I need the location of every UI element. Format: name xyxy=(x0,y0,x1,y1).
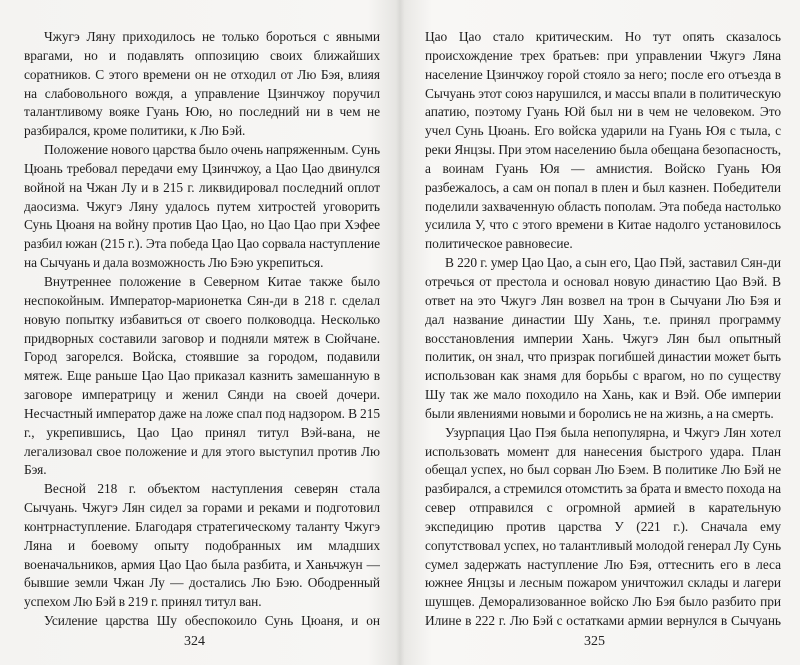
paragraph: Положение нового царства было очень напряженным. Сунь Цюань требовал передачи ему Цзинчжоу, а Цао Цао двинулся войной на Чжан Лу и в 215 г. ликвидировал последний оплот даосизма. Чжугэ Ляну удалось путем хитростей уговорить Сунь Цюаня на войну против Цао Цао, но Цао Цао при Хэфее разбил южан (215 г.). Эта победа Цао Цао сорвала наступление на Сычуань и дала возможность Лю Бэю укрепиться. xyxy=(24,142,380,271)
page-number-right: 325 xyxy=(584,634,605,649)
paragraph: Чжугэ Ляну приходилось не только бороться с явными врагами, но и подавлять оппозицию своих ближайших соратников. С этого времени он не отходил от Лю Бэя, влияя на слабовольного вождя, а управление Цзинчжоу поручил талантливому вояке Гуань Юю, но последний ни в чем не разбирался, кроме политики, к Лю Бэй. xyxy=(24,29,380,139)
paragraph: Узурпация Цао Пэя была непопулярна, и Чжугэ Лян хотел использовать момент для нанесения быстрого удара. План обещал успех, но был сорван Лю Бэем. В политике Лю Бэй не разбирался, а стремился отомстить за брата и вместо похода на север отправился с огромной армией в карательную экспедицию против царства У (221 г.). Сначала ему сопутствовал успех, но талантливый молодой генерал Лу Сунь сумел задержать наступление Лю Бэя, оттеснить его в леса южнее Янцзы и лесным пожаром уничтожил склады и лагери шушцев. Деморализованное войско Лю Бэя было разбито при Илине в 222 г. Лю Бэй с остатками армии вернулся в Сычуань xyxy=(425,424,781,628)
paragraph: Усиление царства Шу обеспокоило Сунь Цюаня, и он xyxy=(44,613,380,628)
page-number-left: 324 xyxy=(184,634,205,649)
paragraph: Цао Цао стало критическим. Но тут опять сказалось происхождение трех братьев: при управлении Чжугэ Ляна население Цзинчжоу горой стояло за него; после его отъезда в Сычуань этот союз нарушился, и массы впали в политическую апатию, поэтому Гуань Юй был ни в чем не человеком. Это учел Сунь Цюань. Его войска ударили на Гуань Юя с тыла, с реки Янцзы. При этом населению была обещана безопасность, а воинам Гуань Юя — амнистия. Войско Гуань Юя разбежалось, а сам он попал в плен и был казнен. Победители поделили захваченную область пополам. Эта победа настолько усилила У, что с этого времени в Китае надолго установилось политическое равновесие. xyxy=(425,29,781,252)
paragraph: В 220 г. умер Цао Цао, а сын его, Цао Пэй, заставил Сян-ди отречься от престола и основал новую династию Цао Вэй. В ответ на это Чжугэ Лян возвел на трон в Сычуани Лю Бэя и дал название династии Шу Хань, т.е. принял программу восстановления империи Хань. Чжугэ Лян был опытный политик, он знал, что призрак погибшей династии может быть использован как знамя для борьбы с врагом, но по существу Шу так же мало походило на Хань, как и Вэй. Обе империи были явлениями новыми и боролись не на жизнь, а на смерть. xyxy=(425,255,781,421)
left-page xyxy=(24,28,380,628)
paragraph: Внутреннее положение в Северном Китае также было неспокойным. Император-марионетка Сян-ди в 218 г. сделал новую попытку избавиться от своего полководца. Несколько придворных составили заговор и подняли мятеж в Сюйчане. Город загорелся. Войска, стоявшие за городом, подавили мятеж. Еще раньше Цао Цао приказал казнить замешанную в заговоре императрицу и женил Сянди на своей дочери. Несчастный император даже на ложе спал под надзором. В 215 г., укрепившись, Цао Цао принял титул Вэй-вана, не легализовал свое положение и для этого выступил против Лю Бэя. xyxy=(24,273,380,478)
paragraph: Весной 218 г. объектом наступления северян стала Сычуань. Чжугэ Лян сидел за горами и реками и подготовил контрнаступление. Благодаря стратегическому таланту Чжугэ Ляна и боевому опыту подобранных им младших военачальников, армия Цао Цао была разбита, и Ханьчжун — бывшие земли Чжан Лу — достались Лю Бэю. Ободренный успехом Лю Бэй в 219 г. принял титул ван. xyxy=(24,481,380,610)
right-page xyxy=(425,28,781,628)
